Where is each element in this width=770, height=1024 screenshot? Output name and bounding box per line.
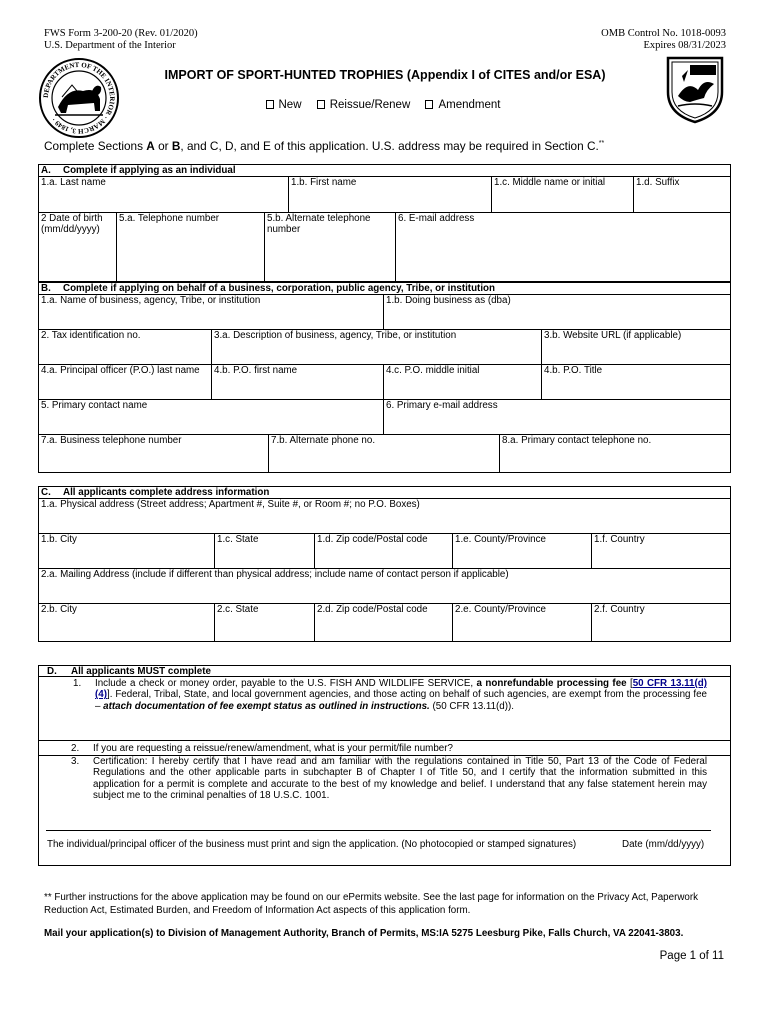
doing-business-as-field[interactable]: 1.b. Doing business as (dba) xyxy=(386,295,511,306)
section-letter: B. xyxy=(41,283,51,294)
mailing-state-field[interactable]: 2.c. State xyxy=(215,604,315,641)
physical-state-field[interactable]: 1.c. State xyxy=(215,534,315,568)
date-of-birth-field[interactable]: 2 Date of birth (mm/dd/yyyy) xyxy=(39,213,117,281)
section-a-heading xyxy=(39,165,730,177)
section-letter: A. xyxy=(41,165,51,176)
page-number: Page 1 of 11 xyxy=(659,950,724,962)
primary-contact-name-field[interactable]: 5. Primary contact name xyxy=(39,400,384,434)
item-number: 2. xyxy=(71,743,80,754)
physical-county-field[interactable]: 1.e. County/Province xyxy=(453,534,592,568)
signature-label: The individual/principal officer of the business must print and sign the application. (No photocopied or stamped signatures) xyxy=(47,839,577,850)
checkbox-reissue-renew-label: Reissue/Renew xyxy=(329,99,411,111)
mailing-address-field[interactable]: 2.a. Mailing Address (include if different than physical address; include name of contact person if applicable) xyxy=(41,569,509,580)
checkbox-reissue-renew[interactable] xyxy=(317,99,415,111)
section-d-heading xyxy=(39,666,730,677)
alternate-telephone-field[interactable]: 5.b. Alternate telephone number xyxy=(265,213,396,281)
mailing-instructions: Mail your application(s) to Division of Management Authority, Branch of Permits, MS:IA 5275 Leesburg Pike, Falls Church, VA 22041-3803. xyxy=(44,928,684,939)
section-c xyxy=(38,486,731,642)
last-name-field[interactable]: 1.a. Last name xyxy=(39,177,289,212)
mailing-county-field[interactable]: 2.e. County/Province xyxy=(453,604,592,641)
instructions-text: or xyxy=(154,139,172,153)
instructions-footnote-mark: ** xyxy=(598,140,605,148)
department-name: U.S. Department of the Interior xyxy=(44,40,176,51)
signature-line[interactable] xyxy=(46,830,711,831)
middle-name-field[interactable]: 1.c. Middle name or initial xyxy=(492,177,634,212)
section-a xyxy=(38,164,731,282)
section-title: Complete if applying as an individual xyxy=(63,165,236,176)
section-letter: D. xyxy=(47,666,57,677)
section-c-heading xyxy=(39,487,730,499)
section-b-heading xyxy=(39,283,730,295)
checkbox-amendment[interactable] xyxy=(425,99,504,111)
fee-text: Include a check or money order, payable to the U.S. FISH AND WILDLIFE SERVICE, xyxy=(95,678,477,689)
section-b xyxy=(38,282,731,473)
certification-text: Certification: I hereby certify that I have read and am familiar with the regulations contained in Title 50, Part 13 of the Code of Federal Regulations and the other applicable parts in subchapter B of Chapter I of Title 50, and I certify that the information submitted in this application for a permit is complete and accurate to the best of my knowledge and belief. I understand that any false statement herein may subject me to the criminal penalties of 18 U.S.C. 1001. xyxy=(93,756,707,802)
website-url-field[interactable]: 3.b. Website URL (if applicable) xyxy=(544,330,682,341)
checkbox-new[interactable] xyxy=(266,99,306,111)
physical-country-field[interactable]: 1.f. Country xyxy=(594,534,645,545)
checkbox-icon[interactable] xyxy=(425,100,433,109)
instructions-section-b: B xyxy=(171,139,181,153)
section-d xyxy=(38,665,731,866)
application-type-options xyxy=(0,99,770,111)
form-header-left xyxy=(44,28,198,52)
po-middle-initial-field[interactable]: 4.c. P.O. middle initial xyxy=(384,365,542,399)
mailing-zip-field[interactable]: 2.d. Zip code/Postal code xyxy=(315,604,453,641)
tax-id-field[interactable]: 2. Tax identification no. xyxy=(39,330,212,364)
svg-text:DEPARTMENT OF THE INTERIOR · M: DEPARTMENT OF THE INTERIOR · MARCH 3, 1849 · xyxy=(41,60,117,136)
fee-instruction-item xyxy=(67,678,707,718)
section-title: All applicants MUST complete xyxy=(71,666,211,677)
mailing-city-field[interactable]: 2.b. City xyxy=(39,604,215,641)
instructions-text: , and C, D, and E of this application. U.S. address may be required in Section C. xyxy=(180,139,599,153)
checkbox-icon[interactable] xyxy=(317,100,325,109)
po-last-name-field[interactable]: 4.a. Principal officer (P.O.) last name xyxy=(39,365,212,399)
instructions-section-a: A xyxy=(146,139,155,153)
alternate-phone-field[interactable]: 7.b. Alternate phone no. xyxy=(269,435,500,472)
checkbox-new-label: New xyxy=(278,99,302,111)
permit-number-question: If you are requesting a reissue/renew/amendment, what is your permit/file number? xyxy=(93,743,453,754)
certification-item xyxy=(67,756,707,804)
form-number: FWS Form 3-200-20 (Rev. 01/2020) xyxy=(44,28,198,39)
date-label: Date (mm/dd/yyyy) xyxy=(622,839,705,850)
primary-email-field[interactable]: 6. Primary e-mail address xyxy=(386,400,498,411)
instructions-text: Complete Sections xyxy=(44,139,147,153)
fee-text: ]. Federal, Tribal, State, and local government agencies, and those acting on behalf of such agencies, are exempt from the processing fee – xyxy=(95,689,707,712)
business-telephone-field[interactable]: 7.a. Business telephone number xyxy=(39,435,269,472)
form-title: IMPORT OF SPORT-HUNTED TROPHIES (Appendix I of CITES and/or ESA) xyxy=(164,68,606,82)
fee-text: [ xyxy=(626,678,633,689)
first-name-field[interactable]: 1.b. First name xyxy=(289,177,492,212)
fee-text: (50 CFR 13.11(d)). xyxy=(429,700,514,712)
fws-shield-logo xyxy=(666,56,724,124)
fee-text-bold: a nonrefundable processing fee xyxy=(476,678,627,689)
fee-exempt-note: attach documentation of fee exempt status as outlined in instructions. xyxy=(103,700,430,712)
checkbox-amendment-label: Amendment xyxy=(438,99,501,111)
po-first-name-field[interactable]: 4.b. P.O. first name xyxy=(212,365,384,399)
email-field[interactable]: 6. E-mail address xyxy=(398,213,475,224)
physical-address-field[interactable]: 1.a. Physical address (Street address; Apartment #, Suite #, or Room #; no P.O. Boxes) xyxy=(41,499,420,510)
telephone-field[interactable]: 5.a. Telephone number xyxy=(117,213,265,281)
item-number: 1. xyxy=(73,678,82,689)
form-header-right xyxy=(601,28,726,52)
footnote: ** Further instructions for the above application may be found on our ePermits website. See the last page for information on the Privacy Act, Paperwork Reduction Act, Estimated Burden, and Freedom of Information Act aspects of this application form. xyxy=(44,892,699,916)
mailing-country-field[interactable]: 2.f. Country xyxy=(594,604,645,615)
po-title-field[interactable]: 4.b. P.O. Title xyxy=(544,365,603,376)
section-title: Complete if applying on behalf of a business, corporation, public agency, Tribe, or institution xyxy=(63,283,496,294)
suffix-field[interactable]: 1.d. Suffix xyxy=(636,177,680,188)
item-number: 3. xyxy=(71,756,80,767)
primary-contact-telephone-field[interactable]: 8.a. Primary contact telephone no. xyxy=(502,435,652,446)
checkbox-icon[interactable] xyxy=(266,100,274,109)
permit-number-item[interactable] xyxy=(67,743,707,755)
expiration-date: Expires 08/31/2023 xyxy=(643,40,726,51)
physical-zip-field[interactable]: 1.d. Zip code/Postal code xyxy=(315,534,453,568)
section-letter: C. xyxy=(41,487,51,498)
cfr-link[interactable]: 50 CFR 13.11(d)(4) xyxy=(95,678,707,701)
section-title: All applicants complete address information xyxy=(63,487,270,498)
business-name-field[interactable]: 1.a. Name of business, agency, Tribe, or institution xyxy=(39,295,384,329)
divider xyxy=(39,740,730,741)
business-description-field[interactable]: 3.a. Description of business, agency, Tribe, or institution xyxy=(212,330,542,364)
physical-city-field[interactable]: 1.b. City xyxy=(39,534,215,568)
omb-control-number: OMB Control No. 1018-0093 xyxy=(601,28,726,39)
section-instructions xyxy=(44,139,604,153)
